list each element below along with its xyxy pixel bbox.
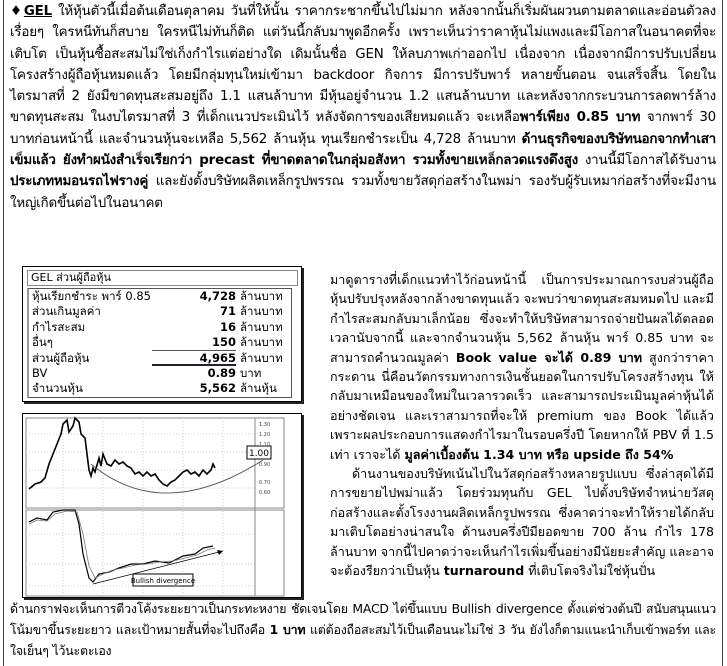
equity-table — [22, 266, 302, 402]
row-unit: ล้านบาท — [240, 289, 283, 303]
conclusion-bold-target: 1 บาท — [269, 622, 306, 637]
row-value: 4,965 — [152, 351, 236, 366]
svg-text:0.90: 0.90 — [259, 462, 271, 468]
svg-text:0.60: 0.60 — [259, 490, 271, 496]
target-label: 1.00 — [248, 449, 270, 459]
svg-text:1.30: 1.30 — [259, 422, 271, 428]
svg-text:1.20: 1.20 — [259, 432, 271, 438]
table-row — [29, 366, 291, 381]
row-label: BV — [32, 365, 48, 380]
row-unit: ล้านหุ้น — [240, 381, 277, 396]
analysis-bold-book-value: Book value จะได้ 0.89 บาท — [455, 349, 643, 365]
row-value: 0.89 — [207, 365, 236, 380]
row-unit: บาท — [240, 365, 262, 380]
table-row — [29, 335, 291, 350]
row-unit: ล้านบาท — [240, 335, 283, 350]
table-row — [29, 351, 291, 366]
row-value: 16 — [219, 319, 236, 334]
row-label: หุ้นเรียกชำระ พาร์ 0.85 — [32, 289, 151, 303]
intro-paragraph — [10, 1, 716, 214]
analysis-paragraph — [330, 270, 714, 581]
table-row — [29, 381, 291, 396]
row-value: 71 — [219, 304, 236, 319]
bullet-icon: ♦ — [10, 4, 24, 19]
conclusion-paragraph — [10, 598, 716, 661]
equity-table-title: GEL ส่วนผู้ถือหุ้น — [27, 270, 298, 286]
analysis-text: ด้านงานของบริษัทเน้นไปในวัสดุก่อสร้างหลายรูปแบบ ซึ่งล่าสุดได้มีการขยายไปพม่าแล้ว โดยร่วมทุนกับ GEL ไปตั้งบริษัทจำหน่ายวัสดุก่อสร้างและตั้งโรงงานผลิตเหล็กรูปพรรณ ซึ่งคาดว่าจะทำให้รายได้กลับมาเติบโตอย่างน่าสนใจ ด้านงบครึ่งปีมียอดขาย 700 ล้าน กำไร 178 ล้านบาท จากนี้ไปคาดว่าจะเห็นกำไรเพิ่มขึ้นอย่างมีนัยยะสำคัญ และอาจจะต้องรียกว่าเป็นหุ้น — [330, 466, 715, 579]
row-label: อื่นๆ — [32, 335, 53, 350]
row-label: จำนวนหุ้น — [32, 381, 83, 396]
svg-text:1.10: 1.10 — [259, 442, 271, 448]
intro-text: ให้หุ้นตัวนี้เมื่อต้นเดือนตุลาคม วันที่ให้นั้น ราคากระชากขึ้นไปไม่มาก หลังจากนั้นก็เริ่มผันผวนตามตลาดและอ่อนตัวลงเรื่อยๆ ใครหนีทันก็สบาย ใครหนีไม่ทันก็ติด แต่วันนี้กลับมาพูดอีกครั้ง เพราะเห็นว่าราคาหุ้นไม่แพงและมีโอกาสในอนาคตที่จะเติบโต เป็นหุ้นซื้อสะสมไม่ใช่เก็งกำไรแต่อย่างใด เดิมนั้นชื่อ GEN ให้ลบภาพเก่าออกไป เนื่องจาก เนื่องจากมีการปรับเปลี่ยนโครงสร้างผู้ถือหุ้นหมดแล้ว โดยมีกลุ่มทุนใหม่เข้ามา backdoor กิจการ มีการปรับพาร์ หลายขั้นตอน จนเสร็จสิ้น โดยในไตรมาสที่ 2 ยังมีขาดทุนสะสมอยู่ถึง 1.1 แสนล้าบาท มีหุ้นอยู่จำนวน 1.2 แสนล้านบาท และหลังจากกระบวนการลดพาร์ล้างขาดทุนสะสม ในงบไตรมาสที่ 3 ที่เด็กแนวประเมินไว้ หลังจัดการของเสียหมดแล้ว จะเหลือ — [10, 4, 716, 126]
price-panel — [26, 418, 284, 508]
analysis-text: มาดูตารางที่เด็กแนวทำไว้ก่อนหน้านี้ เป็นการประมาณการงบส่วนผู้ถือหุ้นปรับปรุงหลังจากล้างขาดทุนแล้ว จะพบว่าขาดทุนสะสมหมดไป และมีกำไรสะสมกลับมาเล็กน้อย ซึ่งจะทำให้บริษัทสามารถจ่ายปันผลได้ตลอดเวลานับจากนี้ และจากจำนวนหุ้น 5,562 ล้านหุ้น พาร์ 0.85 บาท จะสามารถคำนวณมูลค่า — [330, 272, 714, 365]
row-unit: ล้านบาท — [240, 304, 283, 319]
equity-table-body — [27, 288, 292, 398]
analysis-text: ที่เติบโตจริงไม่ใช่หุ้นปั่น — [524, 563, 656, 579]
row-label: ส่วนผู้ถือหุ้น — [32, 350, 90, 365]
row-unit: ล้านบาท — [240, 350, 283, 365]
analysis-bold-turnaround: turnaround — [443, 563, 525, 579]
intro-bold-business: ด้านธุรกิจของบริษัทนอกจากทำเสาเข็มแล้ว ยังทำผนังสำเร็จเรียกว่า precast ที่ขาดตลาดในกลุ่มอสังหา รวมทั้งขายเหล็กลวดแรงดึงสูง — [10, 131, 716, 169]
row-value: 5,562 — [199, 381, 236, 396]
divergence-label: Bullish divergence — [130, 577, 196, 585]
table-row — [29, 320, 291, 335]
row-value: 4,728 — [199, 289, 236, 303]
intro-text: จากพาร์ 30 บาทก่อนหน้านี้ และจำนวนหุ้นจะเหลือ 5,562 ล้านหุ้น ทุนเรียกชำระเป็น 4,728 ล้านบาท — [10, 110, 716, 147]
row-label: ส่วนเกินมูลค่า — [32, 304, 101, 319]
row-unit: ล้านบาท — [240, 319, 283, 334]
conclusion-text: แต่ต้องถือสะสมไว้เป็นเดือนนะไม่ใช่ 3 วัน ยังไงก็ตามแนะนำเก็บเข้าพอร์ท และใจเย็นๆ ไว้นะตะเอง — [10, 622, 716, 658]
intro-text: และยังตั้งบริษัทผลิตเหล็กรูปพรรณ รวมทั้งขายวัสดุก่อสร้างในพม่า รองรับผู้รับเหมาก่อสร้างที่จะมีงานใหญ่เกิดขึ้นต่อไปในอนาคต — [10, 174, 716, 211]
analysis-bold-upside: มูลค่าเบื้องต้น 1.34 บาท หรือ upside ถึง 54% — [404, 446, 674, 462]
row-value: 150 — [152, 335, 236, 350]
svg-text:0.70: 0.70 — [259, 480, 271, 486]
table-row — [29, 304, 291, 319]
conclusion-text: ด้านกราฟจะเห็นการตีวงโค้งระยะยาวเป็นกระทะหงาย ชัดเจนโดย MACD ไต่ขึ้นแบบ Bullish divergence ตั้งแต่ช่วงต้นปี สนับสนุนแนวโน้มขาขึ้นระยะยาว และเป้าหมายสั้นที่จะไปถึงคือ — [10, 601, 716, 637]
intro-text: งานนี้มีโอกาสได้รับงาน — [578, 153, 716, 169]
ticker-gel: GEL — [23, 4, 52, 19]
intro-bold-par: พาร์เพียง 0.85 บาท — [519, 110, 641, 126]
table-row — [29, 289, 291, 304]
analysis-text: สูงกว่าราคากระดาน นี่คือนวัตกรรมทางการเงินชั้นยอดในการปรับโครงสร้างทุน ให้กลับมาเหมือนของใหม่ในเวลารวดเร็ว และสามารถประเมินมูลค่าหุ้นได้อย่างชัดเจน และเราสามารถที่จะให้ premium ของ Book ได้แล้วเพราะผลประกอบการแสดงกำไรมาในรอบครึ่งปี โดยหากให้ PBV ที่ 1.5 เท่า เราจะได้ — [330, 349, 714, 462]
intro-bold-railway: ประเภทหมอนรถไฟรางคู่ — [10, 174, 149, 190]
row-label: กำไรสะสม — [32, 319, 86, 334]
price-chart-image — [22, 413, 302, 598]
price-macd-chart — [23, 414, 301, 597]
